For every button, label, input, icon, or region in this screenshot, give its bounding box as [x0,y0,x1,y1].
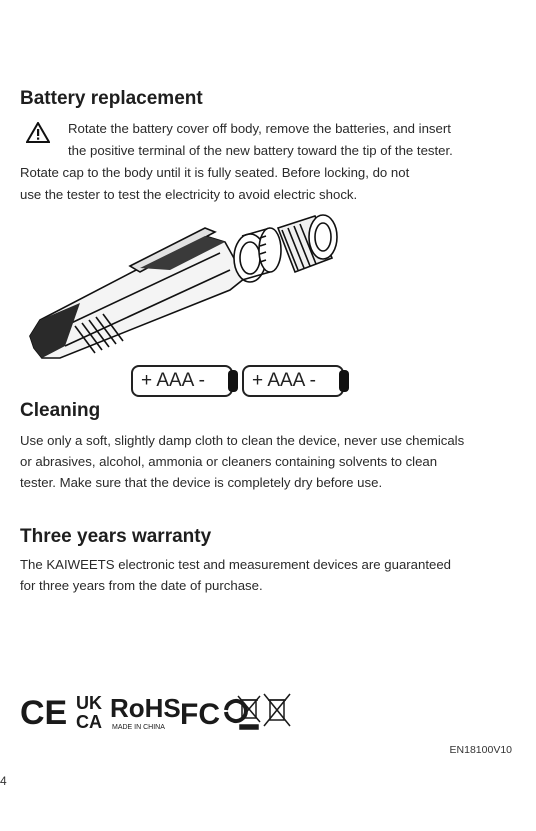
battery-body-line-2: use the tester to test the electricity to avoid electric shock. [20,187,358,202]
ukca-bottom-text: CA [76,712,102,732]
aaa-battery-2-label: + AAA - [252,370,316,391]
aaa-battery-1 [131,365,233,397]
weee-bin-icon [238,696,260,729]
made-in-china-text: MADE IN CHINA [112,724,165,731]
aaa-battery-2 [242,365,344,397]
page-number: 4 [0,774,7,788]
ce-mark-text: CE [20,694,68,732]
document-code: EN18100V10 [449,744,512,756]
fcc-mark-icon [180,698,246,731]
fcc-text: FC [180,698,220,731]
cleaning-text [20,430,464,493]
cleaning-line-3: tester. Make sure that the device is completely dry before use. [20,475,383,490]
warranty-text [20,554,451,596]
warranty-title: Three years warranty [20,526,212,547]
cleaning-line-2: or abrasives, alcohol, ammonia or cleaners containing solvents to clean [20,454,438,469]
warranty-line-1: The KAIWEETS electronic test and measurement devices are guaranteed [20,557,452,572]
warranty-line-2: for three years from the date of purchase. [20,578,263,593]
battery-replacement-title: Battery replacement [20,88,203,109]
ukca-mark-icon [76,693,102,732]
ukca-top-text: UK [76,693,102,713]
ce-mark-icon [20,694,67,732]
battery-body-line-1: Rotate cap to the body until it is fully seated. Before locking, do not [20,165,410,180]
cleaning-line-1: Use only a soft, slightly damp cloth to clean the device, never use chemicals [20,433,465,448]
battery-body-text [20,162,500,206]
aaa-battery-1-label: + AAA - [141,370,205,391]
cleaning-title: Cleaning [20,400,101,421]
battery-terminal-icon [228,370,238,392]
battery-warning-line-1: Rotate the battery cover off body, remove the batteries, and insert [68,121,451,136]
battery-warning-text [68,118,523,162]
rohs-text: RoHS [110,693,181,723]
battery-terminal-icon [339,370,349,392]
rohs-mark-icon [110,693,181,731]
battery-warning-line-2: the positive terminal of the new battery toward the tip of the tester. [68,143,453,158]
warning-triangle-icon [26,122,50,143]
crossed-bin-icon [264,694,290,726]
tester-illustration [20,208,360,363]
certification-logos [20,688,310,734]
